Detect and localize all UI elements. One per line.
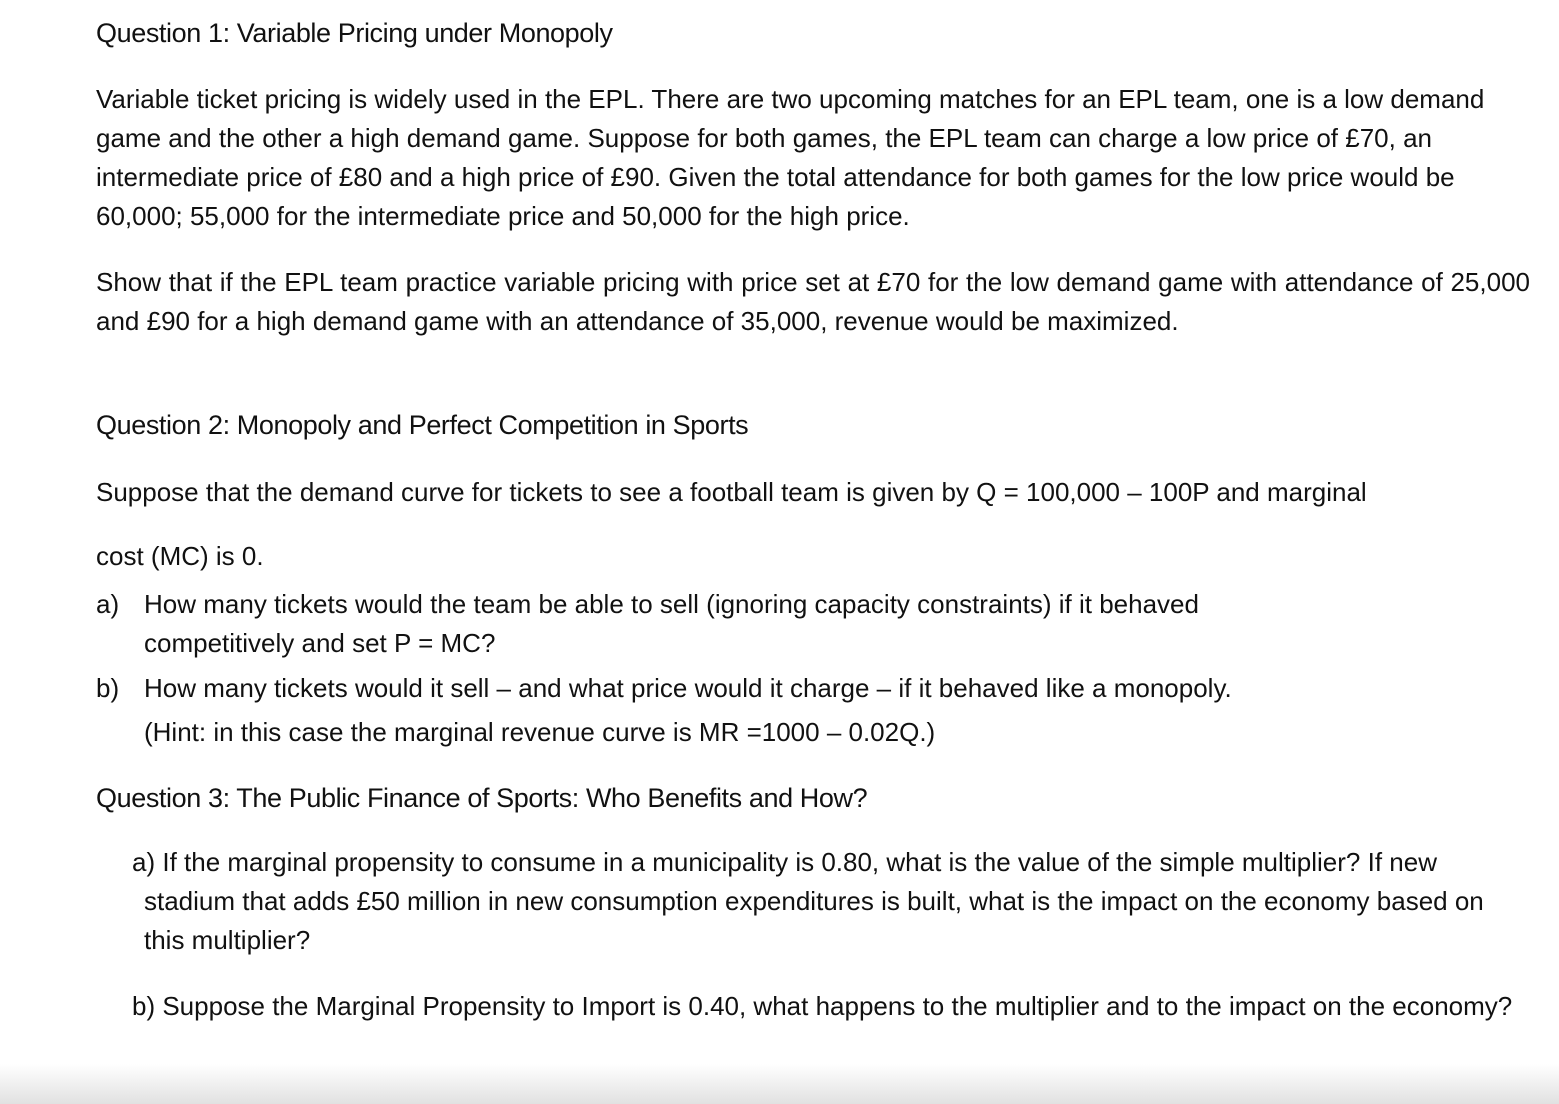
question-2-part-b	[96, 669, 1530, 708]
q3-part-a-text: a) If the marginal propensity to consume in a municipality is 0.80, what is the value of the simple multiplier? If new stadium that adds £50 million in new consumption expenditures is built, what is the impact on the economy based on this multiplier?	[132, 847, 1484, 955]
question-2-intro-line-1: Suppose that the demand curve for tickets to see a football team is given by Q = 100,000 – 100P and marginal	[96, 477, 1367, 507]
part-b-marker: b)	[96, 673, 120, 703]
part-b-hint: (Hint: in this case the marginal revenue curve is MR =1000 – 0.02Q.)	[144, 717, 936, 747]
question-3-part-b	[96, 987, 1530, 1026]
question-1-paragraph-2: Show that if the EPL team practice variable pricing with price set at £70 for the low demand game with attendance of 25,000 and £90 for a high demand game with an attendance of 35,000, revenue would be maximized.	[96, 267, 1530, 336]
q3-part-b-text: b) Suppose the Marginal Propensity to Import is 0.40, what happens to the multiplier and to the impact on the economy?	[132, 991, 1513, 1021]
question-2-part-a	[96, 585, 1346, 663]
question-1-paragraph-1: Variable ticket pricing is widely used in the EPL. There are two upcoming matches for an EPL team, one is a low demand game and the other a high demand game. Suppose for both games, the EPL team can charge a low price of £70, an intermediate price of £80 and a high price of £90. Given the total attendance for both games for the low price would be 60,000; 55,000 for the intermediate price and 50,000 for the high price.	[96, 84, 1485, 231]
part-a-text: How many tickets would the team be able to sell (ignoring capacity constraints) if it behaved competitively and set P = MC?	[144, 589, 1199, 658]
bottom-shadow	[0, 1064, 1559, 1104]
part-b-text: How many tickets would it sell – and what price would it charge – if it behaved like a monopoly.	[144, 673, 1232, 703]
question-2-heading: Question 2: Monopoly and Perfect Competition in Sports	[96, 410, 749, 440]
question-1-heading: Question 1: Variable Pricing under Monopoly	[96, 18, 613, 48]
question-3-part-a	[96, 843, 1516, 960]
question-2-intro-line-2: cost (MC) is 0.	[96, 541, 264, 571]
question-3-heading: Question 3: The Public Finance of Sports: Who Benefits and How?	[96, 783, 868, 813]
part-a-marker: a)	[96, 589, 120, 619]
